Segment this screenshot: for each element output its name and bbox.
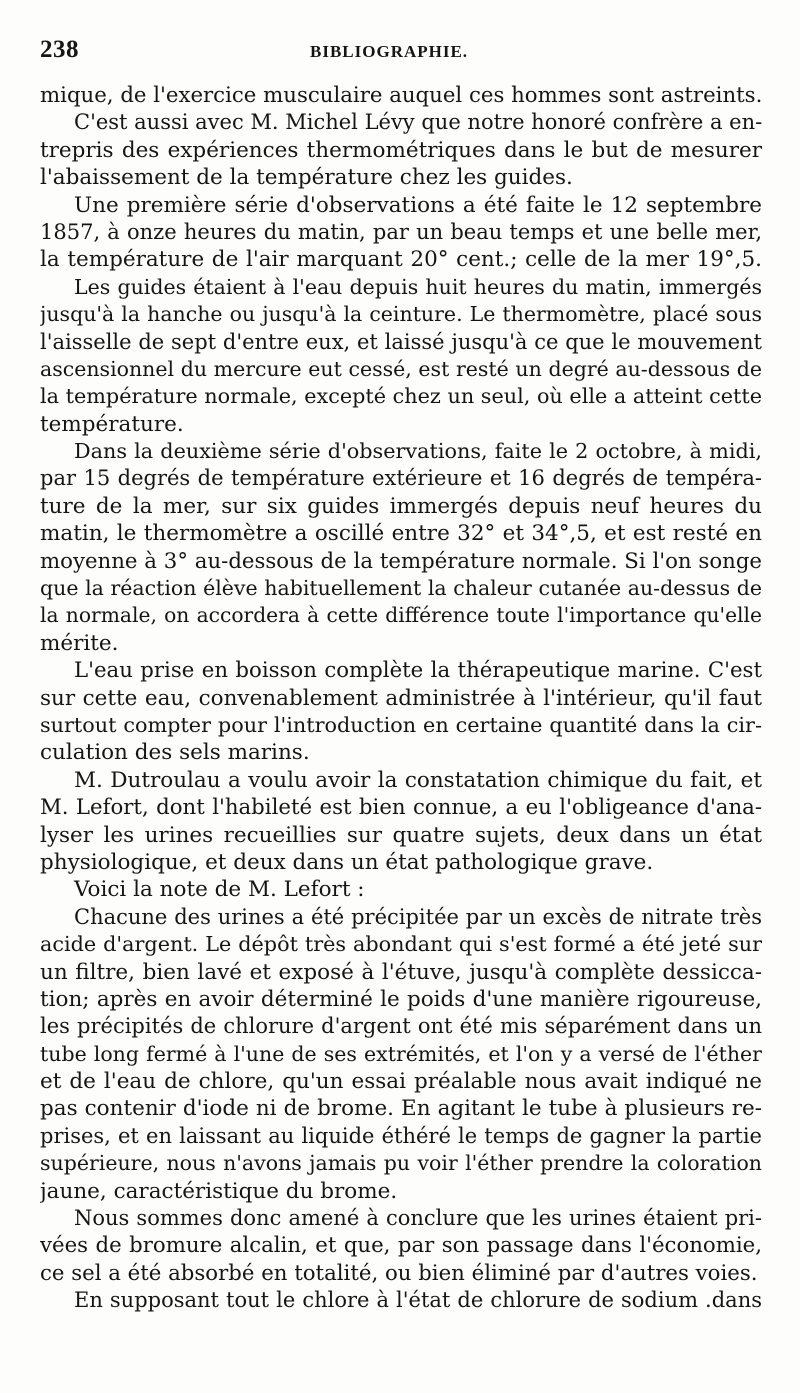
text-line: mique, de l'exercice musculaire auquel ces hommes sont astreints. bbox=[40, 83, 762, 108]
text-line: Les guides étaient à l'eau depuis huit heures du matin, immergés bbox=[74, 274, 762, 299]
text-line: matin, le thermomètre a oscillé entre 32° et 34°,5, et est resté en bbox=[40, 521, 762, 547]
text-line: En supposant tout le chlore à l'état de chlorure de sodium .dans bbox=[74, 1288, 762, 1313]
running-head: BIBLIOGRAPHIE. bbox=[310, 42, 469, 61]
text-line: par 15 degrés de température extérieure et 16 degrés de tempéra- bbox=[40, 466, 762, 491]
body-text bbox=[40, 82, 762, 1315]
text-line: prises, et en laissant au liquide éthéré le temps de gagner la partie bbox=[40, 1123, 762, 1148]
text-line: sur cette eau, convenablement administrée à l'intérieur, qu'il faut bbox=[40, 685, 762, 711]
page-number: 238 bbox=[40, 36, 79, 63]
text-line: surtout compter pour l'introduction en certaine quantité dans la cir- bbox=[40, 712, 762, 737]
text-line: ascensionnel du mercure eut cessé, est resté un degré au-dessous de bbox=[40, 356, 762, 381]
text-line: M. Lefort, dont l'habileté est bien connue, a eu l'obligeance d'ana- bbox=[40, 795, 762, 821]
text-line: pas contenir d'iode ni de brome. En agitant le tube à plusieurs re- bbox=[40, 1096, 762, 1122]
text-line: ce sel a été absorbé en totalité, ou bien éliminé par d'autres voies. bbox=[40, 1260, 758, 1286]
text-line: la température de l'air marquant 20° cent.; celle de la mer 19°,5. bbox=[40, 247, 762, 273]
text-line: vées de bromure alcalin, et que, par son passage dans l'économie, bbox=[40, 1233, 762, 1259]
text-line: M. Dutroulau a voulu avoir la constatation chimique du fait, et bbox=[74, 767, 762, 793]
text-line: physiologique, et deux dans un état pathologique grave. bbox=[40, 849, 654, 875]
text-line: que la réaction élève habituellement la chaleur cutanée au-dessus de bbox=[40, 576, 762, 601]
text-line: supérieure, nous n'avons jamais pu voir l'éther prendre la coloration bbox=[40, 1151, 762, 1176]
text-line: acide d'argent. Le dépôt très abondant qui s'est formé a été jeté sur bbox=[40, 932, 762, 957]
text-line: Nous sommes donc amené à conclure que les urines étaient pri- bbox=[74, 1206, 762, 1231]
text-line: mérite. bbox=[40, 630, 119, 656]
text-line: la température normale, excepté chez un seul, où elle a atteint cette bbox=[40, 384, 762, 409]
text-line: tube long fermé à l'une de ses extrémités, et l'on y a versé de l'éther bbox=[40, 1041, 762, 1066]
text-line: l'aisselle de sept d'entre eux, et laissé jusqu'à ce que le mouvement bbox=[40, 329, 762, 354]
text-line: Une première série d'observations a été faite le 12 septembre bbox=[74, 192, 762, 218]
text-line: l'abaissement de la température chez les guides. bbox=[40, 165, 573, 191]
text-line: Chacune des urines a été précipitée par un excès de nitrate très bbox=[74, 904, 762, 929]
text-line: ture de la mer, sur six guides immergés depuis neuf heures du bbox=[40, 493, 762, 519]
text-line: trepris des expériences thermométriques dans le but de mesurer bbox=[40, 137, 762, 163]
text-line: Voici la note de M. Lefort : bbox=[74, 877, 365, 903]
text-line: tion; après en avoir déterminé le poids d'une manière rigoureuse, bbox=[40, 986, 762, 1012]
text-line: L'eau prise en boisson complète la thérapeutique marine. C'est bbox=[74, 658, 762, 684]
text-line: température. bbox=[40, 411, 184, 437]
text-line: culation des sels marins. bbox=[40, 740, 310, 766]
text-line: un filtre, bien lavé et exposé à l'étuve, jusqu'à complète dessicca- bbox=[40, 959, 762, 985]
text-line: lyser les urines recueillies sur quatre sujets, deux dans un état bbox=[40, 822, 762, 848]
text-line: moyenne à 3° au-dessous de la température normale. Si l'on songe bbox=[40, 548, 762, 574]
text-line: les précipités de chlorure d'argent ont été mis séparément dans un bbox=[40, 1014, 762, 1039]
text-line: et de l'eau de chlore, qu'un essai préalable nous avait indiqué ne bbox=[40, 1069, 762, 1095]
text-line: Dans la deuxième série d'observations, faite le 2 octobre, à midi, bbox=[74, 439, 762, 464]
text-line: la normale, on accordera à cette différence toute l'importance qu'elle bbox=[40, 603, 762, 628]
text-line: 1857, à onze heures du matin, par un beau temps et une belle mer, bbox=[40, 219, 762, 244]
text-line: jusqu'à la hanche ou jusqu'à la ceinture. Le thermomètre, placé sous bbox=[40, 302, 762, 327]
page-header bbox=[40, 36, 760, 76]
text-line: C'est aussi avec M. Michel Lévy que notre honoré confrère a en- bbox=[74, 110, 762, 135]
text-line: jaune, caractéristique du brome. bbox=[40, 1178, 398, 1204]
